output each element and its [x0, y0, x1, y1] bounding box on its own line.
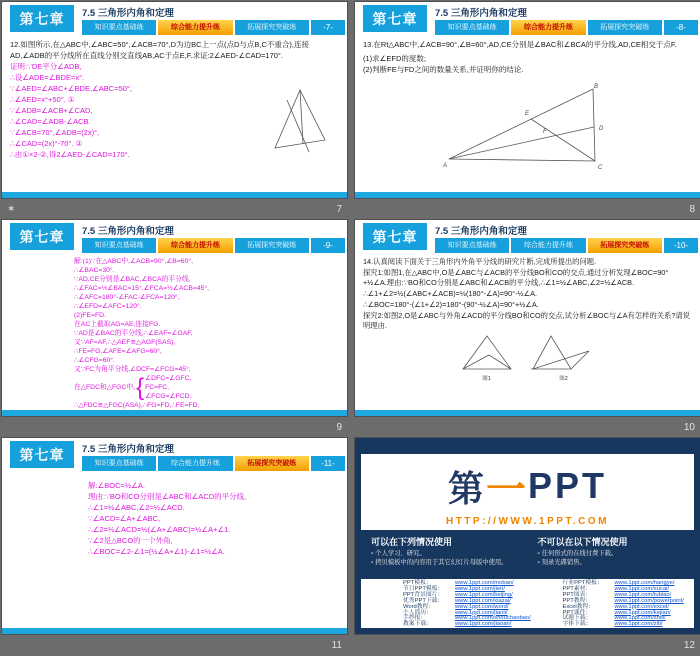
allowed-usage-title: 可以在下列情况使用 — [371, 537, 453, 547]
slide-number: 10 — [683, 421, 695, 433]
tab-explore-practice: 拓展探究突破练 — [588, 20, 662, 35]
tab-ability-practice: 综合能力提升练 — [511, 238, 585, 253]
answer-line: ∵∠AED=∠ABC+∠BDE,∠ABC=50°, — [10, 84, 132, 93]
link-url: www.1ppt.com/kejian/ — [614, 609, 671, 616]
link-url: www.1ppt.com/shouchaobao/ — [455, 615, 531, 622]
slide-title: 7.5 三角形内角和定理 — [435, 8, 527, 19]
slide-title: 7.5 三角形内角和定理 — [82, 226, 174, 237]
answer-line: 在AC上截取AG=AE,连接FG. — [74, 321, 161, 328]
triangle-figure — [443, 81, 613, 171]
question-text: ∴∠BOC=180°-(∠1+∠2)=180°-(90°-½∠A)=90°+½∠A. — [363, 300, 539, 309]
tab-ability-practice: 综合能力提升练 — [158, 238, 232, 253]
slide-number: 11 — [331, 639, 342, 651]
answer-line: ∴∠EFD=∠AFC=120°. — [74, 303, 142, 310]
slide-accent-bar — [2, 192, 347, 198]
answer-line: ∴∠AFC=180°-∠FAC-∠FCA=120°, — [74, 294, 180, 301]
slide-cell — [2, 220, 347, 438]
answer-line: ∴∠BOC=∠2-∠1=(½∠A+∠1)-∠1=½∠A. — [88, 547, 225, 556]
answer-line: 解:∠BOC=½∠A. — [88, 481, 146, 490]
link-url: www.1ppt.com/tubiao/ — [614, 591, 672, 598]
figure-caption: 图1 — [482, 376, 491, 382]
slide-thumbnail-promo[interactable] — [355, 438, 700, 634]
slide-header — [2, 438, 347, 472]
answer-line: ∴∠CAD=(2x)°-70°. ② — [10, 139, 83, 148]
answer-line: ∴由①×2-②,得2∠AED-∠CAD=170°. — [10, 150, 130, 159]
question-text: 13.在Rt△ABC中,∠ACB=90°,∠B=60°,AD,CE分别是∠BAC和∠BCA的平分线,AD,CE相交于点F. — [363, 40, 677, 49]
slide-thumbnail-9[interactable] — [2, 220, 347, 416]
page-number-label: -11- — [311, 456, 345, 471]
allowed-usage-item: ▪ 拷贝模板中的内容用于其它幻灯片母版中使用。 — [371, 559, 508, 566]
triangle-figure-2 — [531, 333, 597, 373]
link-url: www.1ppt.com/ziti/ — [614, 621, 663, 628]
link-label: 节日PPT模板： — [403, 585, 444, 592]
tab-explore-practice: 拓展探究突破练 — [235, 20, 309, 35]
chapter-label: 第七章 — [10, 5, 74, 32]
slide-number: 7 — [336, 203, 342, 215]
link-label: PPT素材： — [562, 585, 592, 592]
question-text: 14.认真阅读下面关于三角形内外角平分线的研究片断,完成所提出的问题. — [363, 257, 597, 266]
answer-line: ∵∠ACD=∠A+∠ABC, — [88, 514, 161, 523]
link-url: www.1ppt.com/beijing/ — [455, 591, 513, 598]
link-label: 手抄报： — [403, 615, 427, 622]
slide-number: 8 — [689, 203, 695, 215]
link-url: www.1ppt.com/sucai/ — [614, 585, 669, 592]
tab-basic-practice: 知识要点基础练 — [435, 238, 509, 253]
answer-line: ∴∠FAC=½∠BAC=15°,∠FCA=½∠ACB=45°, — [74, 285, 210, 292]
tab-ability-practice: 综合能力提升练 — [158, 456, 232, 471]
link-label: PPT教程： — [562, 597, 592, 604]
slide-cell — [355, 2, 700, 220]
answer-line: ∴△FDC≌△FGC(ASA),∴FG=FD,∴FE=FD. — [74, 402, 200, 409]
slide-thumbnail-7[interactable] — [2, 2, 347, 198]
system-of-conditions: 在△FDC和△FGC中, { ∠DFC=∠GFC, FC=FC, ∠FCG=∠FCD, — [74, 373, 192, 401]
slide-cell — [2, 2, 347, 220]
logo-text-ppt: PPT — [528, 465, 608, 506]
answer-line: 解:(1)∵在△ABC中,∠ACB=90°,∠B=60°, — [74, 258, 193, 265]
link-label: PPT图表： — [562, 591, 592, 598]
answer-line: ∴∠BAC=30°. — [74, 267, 115, 274]
link-url: www.1ppt.com/hangye/ — [614, 580, 675, 586]
svg-text:C: C — [597, 165, 602, 171]
tab-ability-practice: 综合能力提升练 — [158, 20, 232, 35]
link-url: www.1ppt.com/xiazai/ — [455, 597, 511, 604]
tab-basic-practice: 知识要点基础练 — [435, 20, 509, 35]
answer-line: ∵∠2是△BCO的一个外角, — [88, 536, 173, 545]
slide-title: 7.5 三角形内角和定理 — [82, 8, 174, 19]
answer-line: ∴设∠ADE=∠BDE=x°. — [10, 73, 85, 82]
tab-basic-practice: 知识要点基础练 — [82, 20, 156, 35]
link-url: www.1ppt.com/jiaoan/ — [455, 621, 512, 628]
tab-explore-practice: 拓展探究突破练 — [235, 238, 309, 253]
logo-text-dash: 一 — [486, 467, 526, 512]
link-url: www.1ppt.com/excel/ — [614, 603, 669, 610]
chapter-label: 第七章 — [10, 223, 74, 250]
logo-panel — [361, 454, 694, 530]
answer-line: ∵AD,CE分别是∠BAC,∠BCA的平分线, — [74, 276, 191, 283]
link-url: www.1ppt.com/jieri/ — [455, 585, 505, 592]
link-label: 字体下载： — [562, 621, 592, 628]
svg-text:E: E — [524, 111, 529, 117]
answer-line: ∴∠1=½∠ABC,∠2=½∠ACD. — [88, 503, 185, 512]
slide-header — [2, 2, 347, 36]
link-url: www.1ppt.com/shiti/ — [614, 615, 666, 622]
question-text: 探究2:如图2,O是∠ABC与外角∠ACD的平分线BO和CO的交点,试分析∠BOC与∠A有怎样的关系?请说明理由. — [363, 311, 690, 330]
answer-line: ∴∠CFG=60°. — [74, 357, 115, 364]
sub-question: (2)判断FE与FD之间的数量关系,并证明你的结论. — [363, 65, 524, 74]
question-text: 12.如图所示,在△ABC中,∠ABC=50°,∠ACB=70°,D为边BC上一点(点D与点B,C不重合),连接AD,∠ADB的平分线所在直线分别交直线AB,AC于点E,F.求证:2∠AED-∠CAD=170°. — [10, 40, 310, 60]
answer-line: 证明:∵DE平分∠ADB, — [10, 62, 82, 71]
sub-question: (1)求∠EFD的度数; — [363, 54, 426, 63]
tab-basic-practice: 知识要点基础练 — [82, 456, 156, 471]
slide-accent-bar — [2, 410, 347, 416]
answer-line: ∴∠CAD=∠ADB-∠ACB. — [10, 117, 91, 126]
link-url: www.1ppt.com/word/ — [455, 603, 509, 610]
link-label: PPT课件： — [562, 609, 592, 616]
question-text: ∴∠1+∠2=½(∠ABC+∠ACB)=½(180°-∠A)=90°-½∠A. — [363, 289, 538, 298]
triangle-figure-1 — [459, 333, 515, 373]
link-url: www.1ppt.com/jianli/ — [455, 609, 508, 616]
slide-header — [2, 220, 347, 254]
slide-accent-bar — [355, 410, 700, 416]
link-label: PPT背景图片： — [403, 591, 444, 598]
chapter-label: 第七章 — [363, 223, 427, 250]
link-label: Word教程： — [403, 603, 435, 610]
link-label: 优秀PPT下载： — [403, 597, 444, 604]
forbidden-usage-item: ▪ 刻录光碟销售。 — [537, 559, 586, 566]
page-number-label: -7- — [311, 20, 345, 35]
slide-number: 9 — [336, 421, 342, 433]
answer-line: ∴∠2=½∠ACD=½(∠A+∠ABC)=½∠A+∠1. — [88, 525, 231, 534]
link-label: 个人简历： — [403, 609, 432, 616]
slide-title: 7.5 三角形内角和定理 — [82, 444, 174, 455]
answer-line: 又∵FC为角平分线,∠DCF=∠FCG=45°, — [74, 366, 191, 373]
answer-line: (2)FE=FD. — [74, 312, 106, 319]
tab-explore-practice: 拓展探究突破练 — [235, 456, 309, 471]
slide-number: 12 — [683, 639, 695, 651]
answer-line: 又∵AF=AF,∴△AEF≌△AGF(SAS), — [74, 339, 176, 346]
slide-cell — [355, 438, 700, 656]
answer-line: ∵∠ADB=∠ACB+∠CAD, — [10, 106, 93, 115]
slide-accent-bar — [2, 628, 347, 634]
forbidden-usage-title: 不可以在以下情况使用 — [537, 537, 628, 547]
links-panel — [361, 579, 694, 628]
svg-text:A: A — [442, 163, 447, 169]
logo-url: HTTP://WWW.1PPT.COM — [445, 515, 610, 527]
svg-text:D: D — [598, 126, 603, 132]
answer-line: ∵∠ACB=70°,∠ADB=(2x)°, — [10, 128, 100, 137]
triangle-figure — [267, 84, 333, 158]
link-label: 教案下载： — [403, 621, 432, 628]
logo-text-first: 第 — [447, 467, 484, 509]
tab-ability-practice: 综合能力提升练 — [511, 20, 585, 35]
slide-header — [355, 2, 700, 36]
link-label: Excel教程： — [562, 603, 595, 610]
slide-thumbnail-8[interactable] — [355, 2, 700, 198]
link-label: PPT模板： — [403, 580, 432, 586]
figure-caption: 图2 — [559, 376, 568, 382]
slide-header — [355, 220, 700, 254]
slide-cell — [355, 220, 700, 438]
slide-title: 7.5 三角形内角和定理 — [435, 226, 527, 237]
svg-text:B: B — [593, 84, 598, 90]
page-number-label: -10- — [664, 238, 698, 253]
page-number-label: -8- — [664, 20, 698, 35]
slide-thumbnail-10[interactable] — [355, 220, 700, 416]
page-number-label: -9- — [311, 238, 345, 253]
answer-line: ∴∠AED=x°+50°. ① — [10, 95, 75, 104]
link-label: 试题下载： — [562, 615, 592, 622]
forbidden-usage-item: ▪ 任何形式的在线付费下载。 — [537, 550, 618, 557]
link-url: www.1ppt.com/moban/ — [455, 580, 514, 586]
svg-text:F: F — [542, 129, 547, 135]
slide-cell — [2, 438, 347, 656]
answer-line: ∴FE=FG,∠AFE=∠AFG=60°, — [74, 348, 162, 355]
brace-glyph: { — [136, 373, 145, 401]
slide-accent-bar — [355, 192, 700, 198]
chapter-label: 第七章 — [363, 5, 427, 32]
question-text: 探究1:如图1,在△ABC中,O是∠ABC与∠ACB的平分线BO和CO的交点,通过分析发现∠BOC=90°+½∠A.理由:∵BO和CO分别是∠ABC和∠ACB的平分线,∴∠1=½∠ABC,∠2=½∠ACB. — [363, 268, 669, 287]
answer-line: 理由:∵BO和CO分别是∠ABC和∠ACD的平分线, — [88, 492, 247, 501]
allowed-usage-item: ▪ 个人学习、研究。 — [371, 550, 426, 557]
answer-line: ∵AD是∠BAC的平分线,∴∠EAF=∠GAF, — [74, 330, 193, 337]
tab-explore-practice: 拓展探究突破练 — [588, 238, 662, 253]
link-label: 行业PPT模板： — [562, 580, 603, 586]
chapter-label: 第七章 — [10, 441, 74, 468]
link-url: www.1ppt.com/powerpoint/ — [614, 597, 684, 604]
slide-thumbnail-11[interactable] — [2, 438, 347, 634]
transition-indicator-icon: ✶ — [7, 203, 16, 215]
tab-basic-practice: 知识要点基础练 — [82, 238, 156, 253]
